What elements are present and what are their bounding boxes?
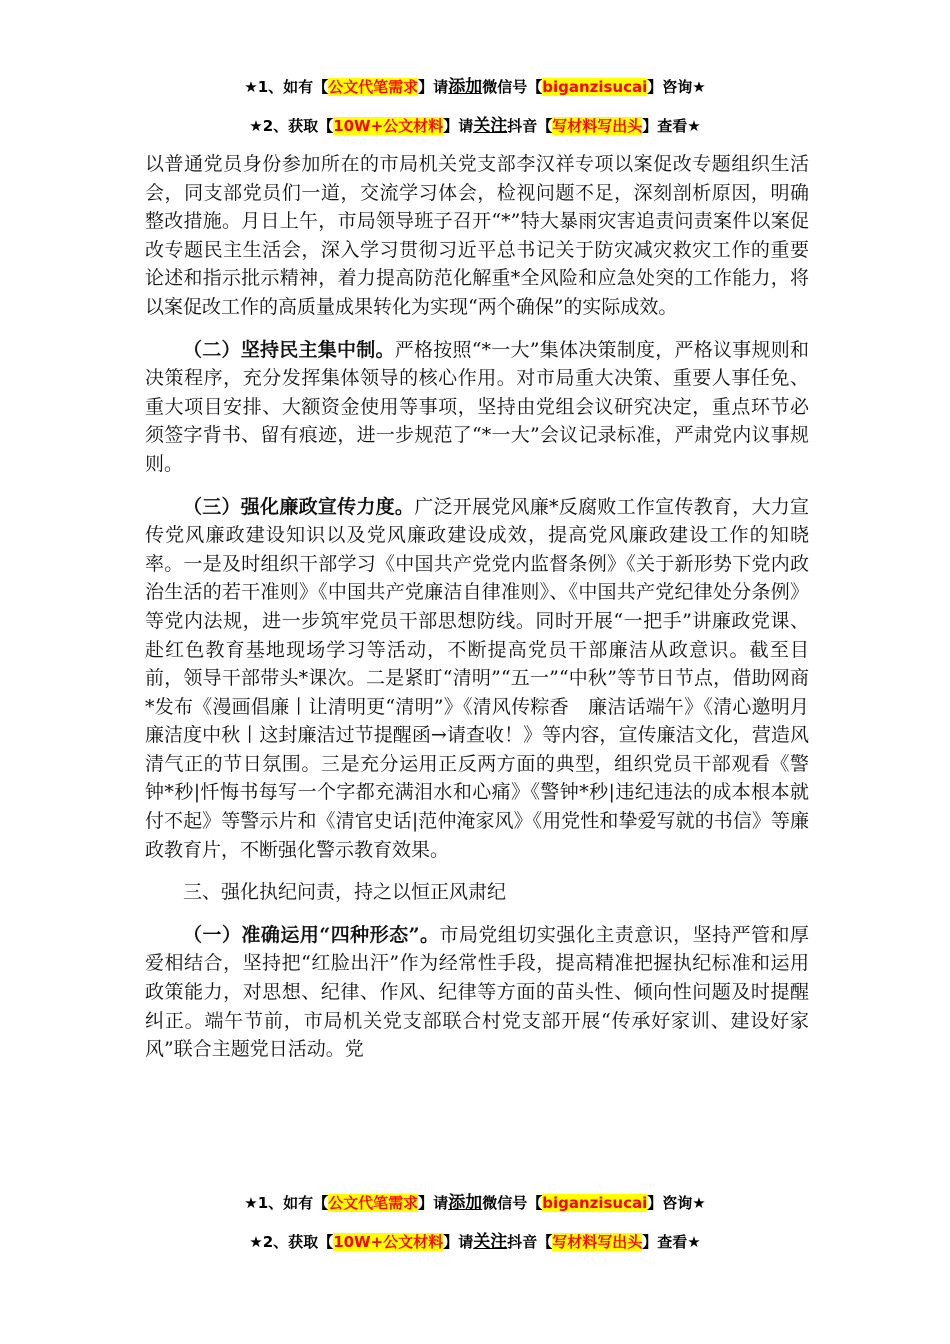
banner-text: 】咨询★	[647, 78, 706, 96]
footer-banner-line-1	[0, 1188, 950, 1213]
chapter-heading: 三、强化执纪问责，持之以恒正风肃纪	[183, 881, 507, 904]
paragraph-1: 以普通党员身份参加所在的市局机关党支部李汉祥专项以案促改专题组织生活会，同支部党员们一道，交流学习体会，检视问题不足，深刻剖析原因，明确整改措施。月日上午，市局领导班子召开“*”特大暴雨灾害追责问责案件以案促改专题民主生活会，深入学习贯彻习近平总书记关于防灾减灾救灾工作的重要论述和指示批示精神，着力提高防范化解重*全风险和应急处突的工作能力，将以案促改工作的高质量成果转化为实现“两个确保”的实际成效。	[145, 153, 809, 318]
banner-text: 】咨询★	[647, 1194, 706, 1212]
banner-text: 】查看★	[642, 1233, 701, 1251]
banner-highlight: biganzisucai	[542, 78, 648, 96]
banner-text: 微信号【	[482, 1194, 543, 1212]
banner-text: ★1、如有【	[244, 78, 329, 96]
banner-highlight: 10W+公文材料	[333, 1233, 444, 1251]
banner-text: ★2、获取【	[249, 1233, 334, 1251]
banner-text: 抖音【	[507, 1233, 553, 1251]
banner-emphasis: 添加	[448, 1193, 483, 1213]
banner-text: 】请	[443, 117, 474, 135]
banner-emphasis: 添加	[448, 77, 483, 97]
banner-emphasis: 关注	[473, 116, 508, 136]
banner-emphasis: 关注	[473, 1232, 508, 1252]
banner-highlight: 10W+公文材料	[333, 117, 444, 135]
paragraph-3	[145, 493, 829, 865]
footer-banner-line-2	[0, 1227, 950, 1252]
paragraph-text: 严格按照“*一大”集体决策制度，严格议事规则和决策程序，充分发挥集体领导的核心作用。对市局重大决策、重要人事任免、重大项目安排、大额资金使用等事项，坚持由党组会议研究决定，重点环节必须签字背书、留有痕迹，进一步规范了“*一大”会议记录标准，严肃党内议事规则。	[145, 338, 809, 475]
banner-text: 】请	[418, 78, 449, 96]
banner-text: 】请	[443, 1233, 474, 1251]
banner-text: 微信号【	[482, 78, 543, 96]
paragraph-text: 广泛开展党风廉*反腐败工作宣传教育，大力宣传党风廉政建设知识以及党风廉政建设成效，提高党风廉政建设工作的知晓率。一是及时组织干部学习《中国共产党党内监督条例》《关于新形势下党内政治生活的若干准则》《中国共产党廉洁自律准则》、《中国共产党纪律处分条例》等党内法规，进一步筑牢党员干部思想防线。同时开展“一把手”讲廉政党课、赴红色教育基地现场学习等活动，不断提高党员干部廉洁从政意识。截至目前，领导干部带头*课次。二是紧盯“清明”“五一”“中秋”等节日节点，借助网商*发布《漫画倡廉丨让清明更“清明”》《清风传粽香 廉洁话端午》《清心邀明月 廉洁度中秋丨这封廉洁过节提醒函→请查收！》等内容，宣传廉洁文化，营造风清气正的节日氛围。三是充分运用正反两方面的典型，组织党员干部观看《警钟*秒|忏悔书每写一个字都充满泪水和心痛》《警钟*秒|违纪违法的成本根本就付不起》等警示片和《清官史话|范仲淹家风》《用党性和挚爱写就的书信》等廉政教育片，不断强化警示教育效果。	[145, 495, 829, 861]
paragraph-text: 市局党组切实强化主责意识，坚持严管和厚爱相结合，坚持把“红脸出汗”作为经常性手段，提高精准把握执纪标准和运用政策能力，对思想、纪律、作风、纪律等方面的苗头性、倾向性问题及时提醒纠正。端午节前，市局机关党支部联合村党支部开展“传承好家训、建设好家风”联合主题党日活动。党	[145, 923, 809, 1061]
banner-text: 抖音【	[507, 117, 553, 135]
banner-text: ★1、如有【	[244, 1194, 329, 1212]
section-heading: （二）坚持民主集中制。	[183, 338, 395, 361]
banner-line-2	[0, 111, 950, 136]
banner-highlight: 公文代笔需求	[328, 78, 419, 96]
banner-highlight: biganzisucai	[542, 1194, 648, 1212]
banner-text: 】请	[418, 1194, 449, 1212]
banner-text: 】查看★	[642, 117, 701, 135]
banner-highlight: 写材料写出头	[552, 117, 643, 135]
banner-highlight: 公文代笔需求	[328, 1194, 419, 1212]
section-heading: （三）强化廉政宣传力度。	[183, 495, 415, 518]
banner-highlight: 写材料写出头	[552, 1233, 643, 1251]
section-heading: （一）准确运用“四种形态”。	[183, 923, 440, 946]
banner-text: ★2、获取【	[249, 117, 334, 135]
document-body	[145, 150, 829, 1064]
banner-line-1	[0, 72, 950, 97]
paragraph-4	[145, 921, 809, 1064]
paragraph-2	[145, 336, 809, 479]
